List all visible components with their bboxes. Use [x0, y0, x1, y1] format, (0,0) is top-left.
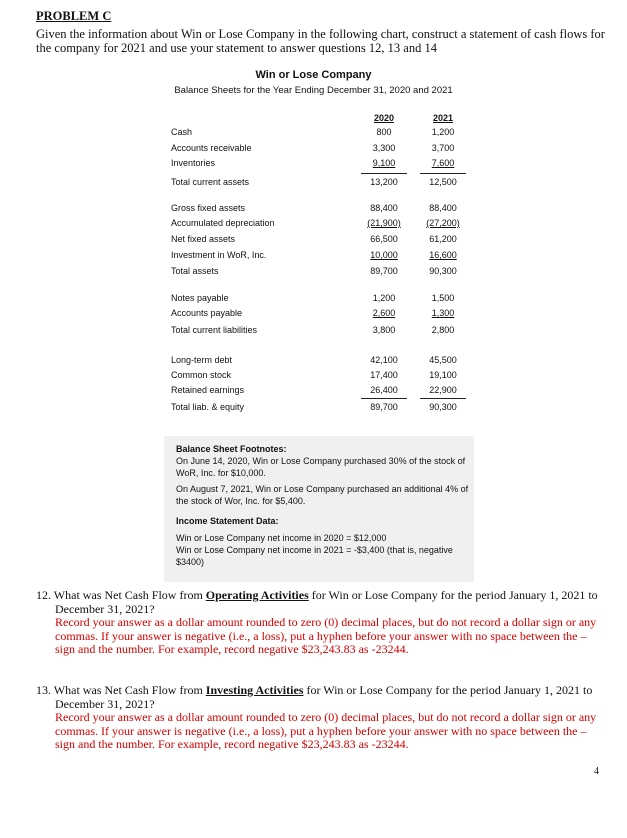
value-2021: 90,300	[429, 266, 457, 276]
row-cash	[171, 127, 471, 141]
question-12	[36, 589, 606, 657]
value-2020: 42,100	[370, 355, 398, 365]
value-2021: 1,300	[431, 308, 455, 318]
row-label: Inventories	[171, 158, 216, 168]
value-2020: 1,200	[372, 293, 396, 303]
value-2021: (27,200)	[426, 218, 460, 228]
value-2020: 66,500	[370, 234, 398, 244]
row-label: Total current assets	[171, 177, 250, 187]
row-notes-payable	[171, 293, 471, 307]
question-text	[36, 589, 606, 616]
row-label: Net fixed assets	[171, 234, 236, 244]
question-number: 13.	[36, 683, 51, 697]
page-number: 4	[594, 766, 599, 777]
row-label: Total assets	[171, 266, 219, 276]
value-2021: 19,100	[429, 370, 457, 380]
row-total-current-assets	[171, 177, 471, 191]
value-2020: 10,000	[370, 250, 398, 260]
footnotes-box	[164, 436, 474, 582]
footnote-1: On June 14, 2020, Win or Lose Company purchased 30% of the stock of WoR, Inc. for $10,000.	[176, 456, 466, 478]
row-label: Total current liabilities	[171, 325, 258, 335]
question-13	[36, 684, 606, 752]
value-2020: 89,700	[370, 402, 398, 412]
value-2020: 17,400	[370, 370, 398, 380]
value-2020: 800	[376, 127, 392, 137]
value-2021: 45,500	[429, 355, 457, 365]
value-2021: 61,200	[429, 234, 457, 244]
row-label: Common stock	[171, 370, 232, 380]
question-number: 12.	[36, 588, 51, 602]
income-2020: Win or Lose Company net income in 2020 = $12,000	[176, 533, 387, 543]
company-title: Win or Lose Company	[255, 69, 372, 81]
question-text	[36, 684, 606, 711]
row-label: Cash	[171, 127, 193, 137]
answer-instruction: Record your answer as a dollar amount rounded to zero (0) decimal places, but do not record a dollar sign or any commas. If your answer is negative (i.e., a loss), put a hyphen before your answer with no space between the – sign and the number. For example, record negative $23,243.83 as -23244.	[55, 615, 597, 656]
value-2021: 2,800	[431, 325, 455, 335]
row-label: Total liab. & equity	[171, 402, 245, 412]
value-2020: 3,300	[372, 143, 396, 153]
value-2020: 88,400	[370, 203, 398, 213]
column-header-row	[171, 113, 471, 127]
answer-instruction: Record your answer as a dollar amount rounded to zero (0) decimal places, but do not record a dollar sign or any commas. If your answer is negative (i.e., a loss), put a hyphen before your answer with no space between the – sign and the number. For example, record negative $23,243.83 as -23244.	[55, 710, 597, 751]
row-label: Accounts payable	[171, 308, 243, 318]
row-label: Long-term debt	[171, 355, 233, 365]
value-2021: 22,900	[429, 385, 457, 395]
intro-text: Given the information about Win or Lose Company in the following chart, construct a statement of cash flows for the company for 2021 and use your statement to answer questions 12, 13 and 14	[36, 27, 605, 55]
row-inventories	[171, 158, 471, 172]
value-2021: 1,500	[431, 293, 455, 303]
value-2020: (21,900)	[367, 218, 401, 228]
subtotal-rule	[361, 398, 407, 399]
value-2020: 13,200	[370, 177, 398, 187]
row-accounts-payable	[171, 308, 471, 322]
column-header-2021: 2021	[432, 113, 454, 123]
row-accumulated-depreciation	[171, 218, 471, 232]
subtotal-rule	[420, 398, 466, 399]
problem-heading: PROBLEM C	[36, 9, 112, 23]
row-gross-fixed-assets	[171, 203, 471, 217]
row-total-current-liabilities	[171, 325, 471, 339]
footnote-2: On August 7, 2021, Win or Lose Company purchased an additional 4% of the stock of Wor, Inc. for $5,400.	[176, 484, 469, 506]
value-2021: 3,700	[431, 143, 455, 153]
question-post: for Win or Lose Company for the period January 1, 2021 to December 31, 2021?	[55, 683, 593, 711]
income-2021: Win or Lose Company net income in 2021 = -$3,400 (that is, negative $3400)	[176, 545, 453, 567]
row-total-liab-equity	[171, 402, 471, 416]
question-emphasis: Operating Activities	[205, 588, 309, 602]
row-label: Accounts receivable	[171, 143, 252, 153]
row-accounts-receivable	[171, 143, 471, 157]
row-label: Retained earnings	[171, 385, 245, 395]
row-long-term-debt	[171, 355, 471, 369]
subtotal-rule	[420, 173, 466, 174]
question-emphasis: Investing Activities	[205, 683, 304, 697]
value-2021: 1,200	[431, 127, 455, 137]
question-pre: What was Net Cash Flow from	[53, 683, 206, 697]
sheet-subtitle: Balance Sheets for the Year Ending December 31, 2020 and 2021	[174, 85, 453, 96]
question-pre: What was Net Cash Flow from	[53, 588, 206, 602]
column-header-2020: 2020	[373, 113, 395, 123]
value-2020: 26,400	[370, 385, 398, 395]
row-retained-earnings	[171, 385, 471, 399]
row-total-assets	[171, 266, 471, 280]
value-2020: 89,700	[370, 266, 398, 276]
footnotes-heading: Balance Sheet Footnotes:	[176, 444, 287, 454]
value-2021: 90,300	[429, 402, 457, 412]
value-2020: 9,100	[372, 158, 396, 168]
value-2021: 7,600	[431, 158, 455, 168]
row-label: Gross fixed assets	[171, 203, 246, 213]
value-2021: 16,600	[429, 250, 457, 260]
row-investment-wor	[171, 250, 471, 264]
row-common-stock	[171, 370, 471, 384]
row-net-fixed-assets	[171, 234, 471, 248]
row-label: Notes payable	[171, 293, 229, 303]
value-2020: 3,800	[372, 325, 396, 335]
row-label: Accumulated depreciation	[171, 218, 275, 228]
value-2020: 2,600	[372, 308, 396, 318]
income-heading: Income Statement Data:	[176, 516, 279, 526]
row-label: Investment in WoR, Inc.	[171, 250, 267, 260]
value-2021: 88,400	[429, 203, 457, 213]
question-post: for Win or Lose Company for the period January 1, 2021 to December 31, 2021?	[55, 588, 598, 616]
subtotal-rule	[361, 173, 407, 174]
value-2021: 12,500	[429, 177, 457, 187]
